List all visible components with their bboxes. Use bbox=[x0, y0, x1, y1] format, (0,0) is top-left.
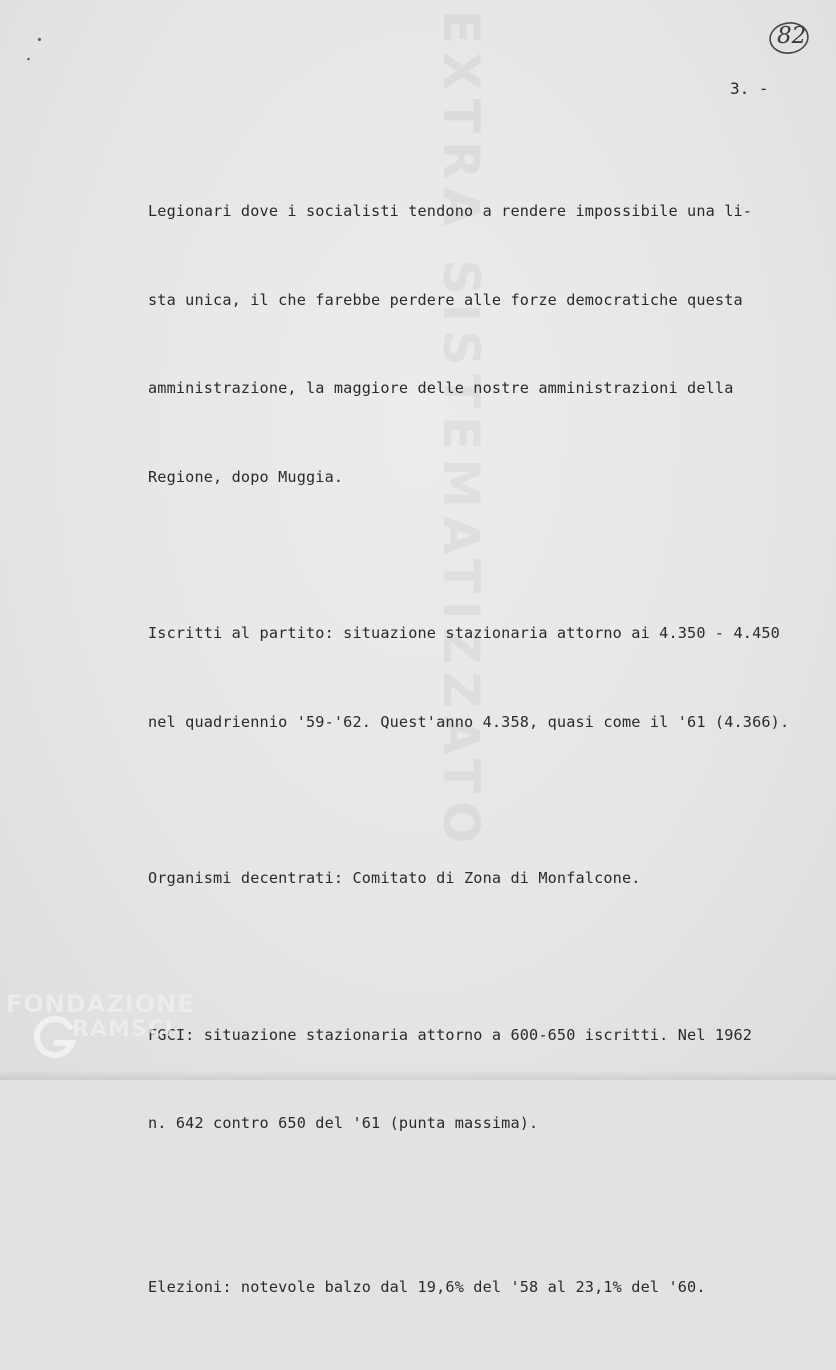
paper-speck bbox=[38, 38, 41, 41]
handwritten-number: 82 bbox=[777, 23, 807, 49]
text-line: Regione, dopo Muggia. bbox=[148, 467, 344, 486]
typed-page-number: 3. - bbox=[730, 79, 769, 98]
text-line: FGCI: situazione stazionaria attorno a 600-650 iscritti. Nel 1962 bbox=[148, 1025, 753, 1044]
logo-line-2: RAMSCI bbox=[72, 1017, 175, 1042]
logo-line-1: FONDAZIONE bbox=[6, 990, 195, 1018]
text-line: amministrazione, la maggiore delle nostre amministrazioni della bbox=[148, 379, 734, 397]
text-line: Iscritti al partito: situazione stazionaria attorno ai 4.350 - 4.450 bbox=[148, 624, 780, 642]
text-line: n. 642 contro 650 del '61 (punta massima). bbox=[148, 1114, 539, 1132]
paragraph-iscritti bbox=[148, 560, 789, 796]
text-line: sta unica, il che farebbe perdere alle forze democratiche questa bbox=[148, 290, 743, 309]
paragraph-organismi bbox=[148, 805, 789, 953]
paragraph-elezioni bbox=[148, 1214, 789, 1362]
text-line: Legionari dove i socialisti tendono a rendere impossibile una li- bbox=[148, 202, 753, 220]
text-line: Organismi decentrati: Comitato di Zona di Monfalcone. bbox=[148, 869, 641, 887]
watermark-text: EXTRA SISTEMATIZZATO bbox=[432, 10, 490, 852]
handwritten-page-number bbox=[768, 20, 808, 54]
text-line: Elezioni: notevole balzo dal 19,6% del '58 al 23,1% del '60. bbox=[148, 1277, 706, 1296]
text-line: nel quadriennio '59-'62. Quest'anno 4.358, quasi come il '61 (4.366). bbox=[148, 712, 790, 731]
typed-body-text bbox=[148, 138, 789, 1370]
paper-edge-shadow bbox=[0, 1070, 836, 1080]
paper-speck bbox=[27, 57, 31, 60]
paragraph-legionari bbox=[148, 138, 789, 551]
logo-g-icon bbox=[30, 1013, 80, 1063]
